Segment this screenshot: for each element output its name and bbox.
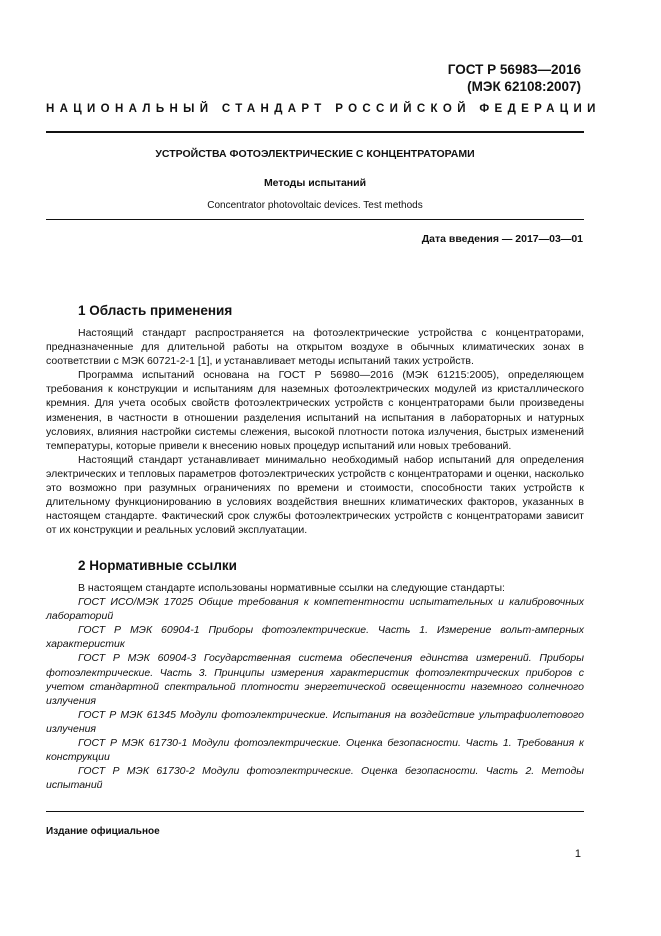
page-number: 1 [574, 848, 581, 860]
section-1-heading: 1 Область применения [78, 303, 233, 318]
paragraph: Настоящий стандарт устанавливает минимально необходимый набор испытаний для определения электрических и тепловых параметров фотоэлектрических устройств с концентраторами и оценки, насколько это возможно при разумных ограничениях по времени и стоимости, способности таких устройств к длительному функционированию в условиях воздействия внешних климатических факторов, указанных в настоящем стандарте. Фактический срок службы фотоэлектрических устройств с концентраторами зависит от их конструкции и реальных условий эксплуатации. [46, 453, 584, 537]
reference-item: ГОСТ ИСО/МЭК 17025 Общие требования к компетентности испытательных и калибровочных лабораторий [46, 596, 584, 623]
iec-code: (МЭК 62108:2007) [467, 79, 581, 94]
standard-code: ГОСТ Р 56983—2016 [447, 62, 581, 77]
section-2-body [46, 581, 584, 792]
title-rule [46, 219, 584, 220]
section-2-heading: 2 Нормативные ссылки [78, 558, 237, 573]
paragraph: Программа испытаний основана на ГОСТ Р 56980—2016 (МЭК 61215:2005), определяющем требования к конструкции и испытаниям для наземных фотоэлектрических модулей из кристаллического кремния. Для учета особых свойств фотоэлектрических устройств с концентраторами были произведены изменения, в частности в отношении разделения испытаний на испытания в лабораторных и натурных условиях, влияния настройки системы слежения, высокой плотности потока излучения, быстрых изменений температуры, которые привели к внесению новых процедур испытаний или новых требований. [46, 369, 584, 452]
edition-label: Издание официальное [46, 826, 160, 837]
header-rule [46, 131, 584, 133]
reference-item: ГОСТ Р МЭК 61345 Модули фотоэлектрические. Испытания на воздействие ультрафиолетового излучения [46, 708, 584, 735]
references-intro: В настоящем стандарте использованы нормативные ссылки на следующие стандарты: [78, 582, 505, 594]
reference-item: ГОСТ Р МЭК 61730-1 Модули фотоэлектрические. Оценка безопасности. Часть 1. Требования к конструкции [46, 737, 584, 764]
reference-item: ГОСТ Р МЭК 60904-3 Государственная система обеспечения единства измерений. Приборы фотоэлектрические. Часть 3. Принципы измерения характеристик фотоэлектрических приборов с учетом стандартной спектральной плотности энергетической освещенности наземного солнечного излучения [46, 652, 584, 707]
section-1-body [46, 326, 584, 537]
document-subtitle: Методы испытаний [263, 177, 367, 189]
english-title: Concentrator photovoltaic devices. Test methods [207, 200, 423, 211]
effective-date: Дата введения — 2017—03—01 [421, 233, 583, 245]
document-title: УСТРОЙСТВА ФОТОЭЛЕКТРИЧЕСКИЕ С КОНЦЕНТРАТОРАМИ [155, 148, 475, 160]
reference-item: ГОСТ Р МЭК 60904-1 Приборы фотоэлектрические. Часть 1. Измерение вольт-амперных характеристик [46, 624, 584, 651]
paragraph: Настоящий стандарт распространяется на фотоэлектрические устройства с концентраторами, предназначенные для длительной работы на открытом воздухе в обычных климатических зонах в соответствии с МЭК 60721-2-1 [1], и устанавливает методы испытаний таких устройств. [46, 327, 584, 368]
footer-rule [46, 811, 584, 812]
reference-item: ГОСТ Р МЭК 61730-2 Модули фотоэлектрические. Оценка безопасности. Часть 2. Методы испытаний [46, 765, 584, 792]
national-standard-label: НАЦИОНАЛЬНЫЙ СТАНДАРТ РОССИЙСКОЙ ФЕДЕРАЦИИ [46, 103, 601, 115]
